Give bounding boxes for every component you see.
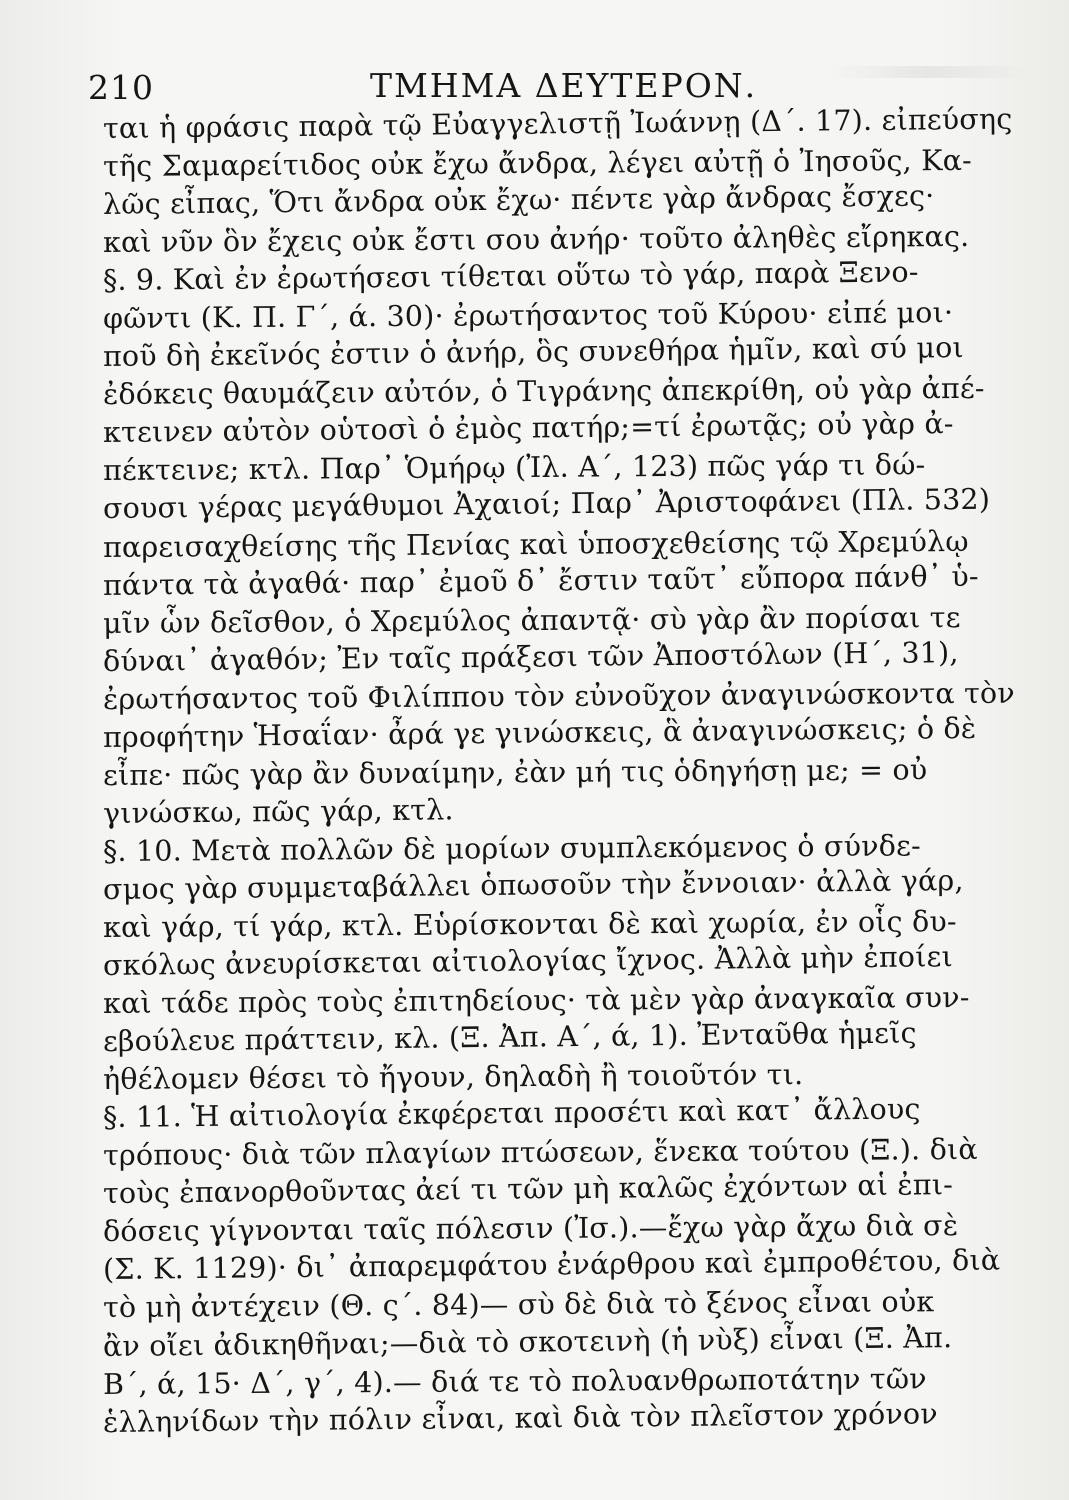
text-line: τοὺς ἐπανορθοῦντας ἀεί τι τῶν μὴ καλῶς ἐχόντων αἱ ἐπι-	[102, 1168, 954, 1211]
text-line: καὶ νῦν ὃν ἔχεις οὐκ ἔστι σου ἀνήρ· τοῦτο ἀληθὲς εἴρηκας.	[102, 220, 970, 260]
text-line: ἐδόκεις θαυμάζειν αὐτόν, ὁ Τιγράνης ἀπεκρίθη, οὐ γὰρ ἀπέ-	[102, 372, 985, 412]
text-line: σκόλως ἀνευρίσκεται αἰτιολογίας ἴχνος. Ἀλλὰ μὴν ἐποίει	[102, 940, 954, 983]
text-line: ἂν οἴει ἀδικηθῆναι;—διὰ τὸ σκοτεινὴ (ἡ νὺξ) εἶναι (Ξ. Ἀπ.	[102, 1320, 953, 1363]
text-line: φῶντι (Κ. Π. Γ΄, ά. 30)· ἐρωτήσαντος τοῦ Κύρου· εἰπέ μοι·	[102, 296, 954, 336]
text-line: μῖν ὧν δεῖσθον, ὁ Χρεμύλος ἀπαντᾷ· σὺ γὰρ ἂν πορίσαι τε	[102, 600, 961, 640]
text-line: §. 9. Καὶ ἐν ἐρωτήσεσι τίθεται οὕτω τὸ γάρ, παρὰ Ξενο-	[102, 255, 919, 298]
text-line: κτεινεν αὐτὸν οὑτοσὶ ὁ ἐμὸς πατήρ;=τί ἐρωτᾷς; οὐ γὰρ ἀ-	[102, 407, 954, 450]
text-line: §. 10. Μετὰ πολλῶν δὲ μορίων συμπλεκόμενος ὁ σύνδε-	[102, 829, 921, 868]
text-line: λῶς εἶπας, Ὅτι ἄνδρα οὐκ ἔχω· πέντε γὰρ ἄνδρας ἔσχες·	[102, 179, 935, 222]
text-line: προφήτην Ἡσαΐαν· ἆρά γε γινώσκεις, ἃ ἀναγινώσκεις; ὁ δὲ	[102, 711, 977, 754]
text-line: Β΄, ά, 15· Δ΄, γ΄, 4).— διά τε τὸ πολυανθρωποτάτην τῶν	[102, 1361, 927, 1401]
text-line: καὶ γάρ, τί γάρ, κτλ. Εὑρίσκονται δὲ καὶ χωρία, ἐν οἷς δυ-	[102, 905, 957, 944]
text-line: ἑλληνίδων τὴν πόλιν εἶναι, καὶ διὰ τὸν πλεῖστον χρόνον	[102, 1396, 938, 1439]
text-line: εἶπε· πῶς γὰρ ἂν δυναίμην, ἐὰν μή τις ὁδηγήσῃ με; = οὐ	[102, 753, 928, 792]
text-line: γινώσκω, πῶς γάρ, κτλ.	[102, 793, 454, 830]
text-line: πάντα τὰ ἀγαθά· παρ᾽ ἐμοῦ δ᾽ ἔστιν ταῦτ᾽ εὔπορα πάνθ᾽ ὑ-	[102, 559, 979, 602]
text-line: ποῦ δὴ ἐκεῖνός ἐστιν ὁ ἀνήρ, ὃς συνεθήρα ἡμῖν, καὶ σύ μοι	[102, 331, 965, 374]
text-line: σμος γὰρ συμμεταβάλλει ὁπωσοῦν τὴν ἔννοιαν· ἀλλὰ γάρ,	[102, 863, 964, 906]
text-line: ἐρωτήσαντος τοῦ Φιλίππου τὸν εὐνοῦχον ἀναγινώσκοντα τὸν	[102, 676, 1015, 716]
text-line: τὸ μὴ ἀντέχειν (Θ. ς΄. 84)— σὺ δὲ διὰ τὸ ξένος εἶναι οὐκ	[102, 1285, 935, 1325]
text-line: εβούλευε πράττειν, κλ. (Ξ. Ἀπ. Α΄, ά, 1). Ἐνταῦθα ἡμεῖς	[102, 1016, 917, 1059]
text-line: τρόπους· διὰ τῶν πλαγίων πτώσεων, ἕνεκα τούτου (Ξ.). διὰ	[102, 1133, 978, 1173]
text-line: δύναι᾽ ἀγαθόν; Ἐν ταῖς πράξεσι τῶν Ἀποστόλων (Η΄, 31),	[102, 635, 959, 678]
text-line: παρεισαχθείσης τῆς Πενίας καὶ ὑποσχεθείσης τῷ Χρεμύλῳ	[102, 524, 969, 564]
text-line: ται ἡ φράσις παρὰ τῷ Εὐαγγελιστῇ Ἰωάννῃ (Δ΄. 17). εἰπεύσης	[102, 102, 1013, 145]
page-header	[88, 62, 998, 106]
running-head: ΤΜΗΜΑ ΔΕΥΤΕΡΟΝ.	[370, 66, 758, 105]
text-line: (Σ. Κ. 1129)· δι᾽ ἀπαρεμφάτου ἐνάρθρου καὶ ἐμπροθέτου, διὰ	[102, 1244, 1001, 1287]
page-number: 210	[88, 68, 154, 107]
text-line: τῆς Σαμαρείτιδος οὐκ ἔχω ἄνδρα, λέγει αὐτῇ ὁ Ἰησοῦς, Κα-	[102, 143, 973, 184]
text-line: §. 11. Ἡ αἰτιολογία ἐκφέρεται προσέτι καὶ κατ᾽ ἄλλους	[102, 1092, 921, 1135]
text-line: σουσι γέρας μεγάθυμοι Ἀχαιοί; Παρ᾽ Ἀριστοφάνει (Πλ. 532)	[102, 483, 991, 526]
text-line: ἠθέλομεν θέσει τὸ ἤγουν, δηλαδὴ ἢ τοιοῦτόν τι.	[102, 1058, 804, 1097]
text-line: καὶ τάδε πρὸς τοὺς ἐπιτηδείους· τὰ μὲν γὰρ ἀναγκαῖα συν-	[102, 981, 970, 1021]
body-text	[102, 102, 1018, 1442]
text-line: πέκτεινε; κτλ. Παρ᾽ Ὁμήρῳ (Ἰλ. Α΄, 123) πῶς γάρ τι δώ-	[102, 448, 926, 488]
text-line: δόσεις γίγνονται ταῖς πόλεσιν (Ἰσ.).—ἔχω γὰρ ἄχω διὰ σὲ	[102, 1209, 959, 1249]
